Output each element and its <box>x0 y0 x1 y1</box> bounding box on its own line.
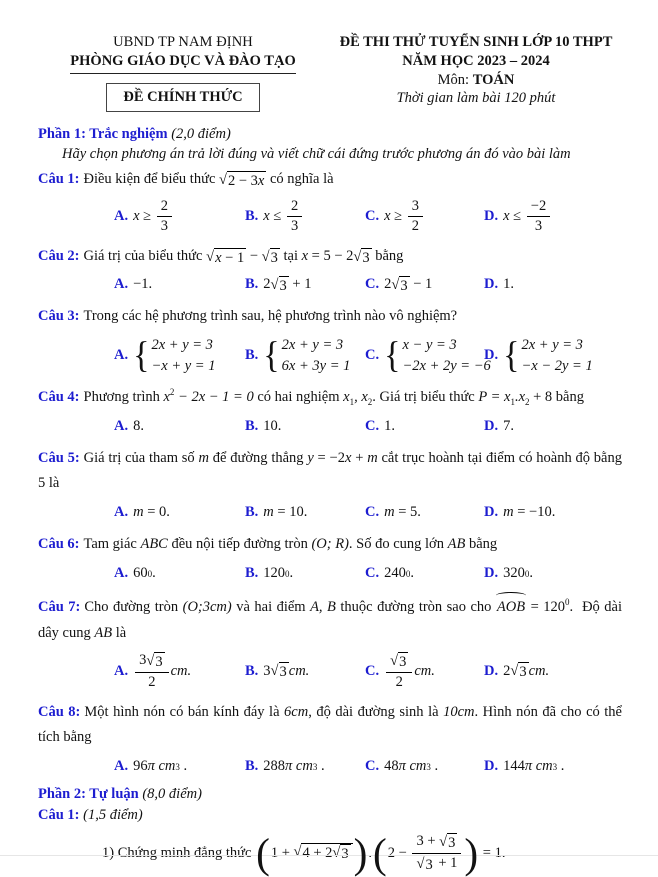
option-key: B. <box>245 276 259 293</box>
question-stem: Câu 3: Trong các hệ phương trình sau, hệ phương trình nào vô nghiệm? <box>38 308 458 325</box>
question <box>38 244 624 297</box>
option-key: C. <box>365 504 380 521</box>
part1-label: Phần 1: Trắc nghiệm <box>38 126 168 142</box>
option-key: C. <box>365 207 380 224</box>
answer-option: A. { 2x + y = 3 −x + y = 1 <box>114 335 216 377</box>
option-key: D. <box>484 564 499 581</box>
answer-option: A. 96 π cm 3 . <box>114 756 245 778</box>
answer-options-row <box>114 563 624 585</box>
option-key: D. <box>484 758 499 775</box>
option-key: D. <box>484 417 499 434</box>
answer-option: B. { 2x + y = 3 6x + 3y = 1 <box>245 335 351 377</box>
subject-line <box>328 72 624 89</box>
question <box>38 304 624 377</box>
answer-option: B. m = 10. <box>245 502 365 524</box>
option-key: A. <box>114 347 129 364</box>
option-key: D. <box>484 276 499 293</box>
option-key: D. <box>484 504 499 521</box>
answer-option: D. 7. <box>484 416 624 438</box>
question-label: Câu 6: <box>38 535 80 552</box>
answer-option: D. 320 0 . <box>484 563 624 585</box>
option-key: C. <box>365 417 380 434</box>
part2-question1-heading <box>38 807 624 824</box>
option-key: C. <box>365 564 380 581</box>
answer-options-row <box>114 502 624 524</box>
question-label: Câu 2: <box>38 247 80 264</box>
option-key: C. <box>365 276 380 293</box>
question-stem: Câu 4: Phương trình $x^2 - 2x - 1 = 0$ có hai nghiệm $x_1$, $x_2$. Giá trị biểu thức $P = x_1.x_2 + 8$ bằng <box>38 387 584 407</box>
essay-item-1: 1) Chứng minh đẳng thức ( 1 + √ 4 + 2 √ 3 ) . ( 2 − 3 + √ 3 √ 3 + 1 ) = 1. <box>102 829 506 877</box>
option-key: B. <box>245 347 259 364</box>
part2-heading <box>38 786 624 803</box>
option-key: C. <box>365 347 380 364</box>
answer-option: D. 144 π cm 3 . <box>484 756 624 778</box>
answer-option: D. m = −10. <box>484 502 624 524</box>
answer-option: C. 48 π cm 3 . <box>365 756 484 778</box>
questions <box>38 167 624 778</box>
option-key: A. <box>114 662 129 679</box>
question-stem: Câu 2: Giá trị của biểu thức √ x − 1 − √ 3 tại x = 5 − 2 √ 3 bằng <box>38 247 404 266</box>
answer-option: C. 1. <box>365 416 484 438</box>
option-key: D. <box>484 662 499 679</box>
answer-option: A. −1. <box>114 274 245 296</box>
question-stem: Câu 6: Tam giác ABC đều nội tiếp đường tròn (O; R). Số đo cung lớn AB bằng <box>38 535 498 552</box>
answer-option: C. { x − y = 3 −2x + 2y = −6 <box>365 335 491 377</box>
option-key: A. <box>114 276 129 293</box>
answer-option: D. 2 √ 3 cm. <box>484 661 624 683</box>
option-key: A. <box>114 504 129 521</box>
option-key: D. <box>484 347 499 364</box>
answer-option: A. 3 √ 3 2 cm. <box>114 651 192 691</box>
option-key: B. <box>245 504 259 521</box>
question <box>38 446 624 524</box>
subject-name: TOÁN <box>472 72 515 88</box>
question <box>38 385 624 438</box>
exam-title: ĐỀ THI THỬ TUYỂN SINH LỚP 10 THPT <box>339 34 613 50</box>
answer-option: B. 3 √ 3 cm. <box>245 661 365 683</box>
answer-options-row <box>114 652 624 692</box>
part2-q1-label: Câu 1: <box>38 806 80 823</box>
question-label: Câu 8: <box>38 703 81 720</box>
answer-option: D. 1. <box>484 274 624 296</box>
option-key: A. <box>114 564 129 581</box>
answer-option: D. { 2x + y = 3 −x − 2y = 1 <box>484 335 593 377</box>
part2-points: (8,0 điểm) <box>142 785 202 802</box>
answer-option: B. 120 0 . <box>245 563 365 585</box>
answer-option: A. 60 0 . <box>114 563 245 585</box>
question-label: Câu 1: <box>38 171 80 187</box>
question-label: Câu 3: <box>38 308 80 325</box>
question-stem: Câu 7: Cho đường tròn (O;3cm) và hai điểm A, B thuộc đường tròn sao cho AOB = $120^0$. Độ dài dây cung AB là <box>38 592 624 647</box>
issuer-name: UBND TP NAM ĐỊNH <box>113 34 253 50</box>
answer-option: B. 10. <box>245 416 365 438</box>
question-label: Câu 5: <box>38 449 80 466</box>
answer-options-row <box>114 335 624 377</box>
option-key: A. <box>114 417 129 434</box>
arc-hat-notation: AOB <box>496 592 526 621</box>
option-key: B. <box>245 417 259 434</box>
answer-option: A. 8. <box>114 416 245 438</box>
answer-options-row <box>114 198 624 236</box>
part2-q1-points: (1,5 điểm) <box>83 806 143 823</box>
question-stem: Câu 8: Một hình nón có bán kính đáy là 6cm, độ dài đường sinh là 10cm. Hình nón đã cho có thể tích bằng <box>38 703 626 746</box>
official-exam-box: ĐỀ CHÍNH THỨC <box>106 83 259 112</box>
issuer-department: PHÒNG GIÁO DỤC VÀ ĐÀO TẠO <box>70 53 295 74</box>
question-stem: Câu 5: Giá trị của tham số m để đường thẳng y = −2x + m cắt trục hoành tại điểm có hoành độ bằng 5 là <box>38 449 626 492</box>
option-key: A. <box>114 207 129 224</box>
answer-option: B. 2 √ 3 + 1 <box>245 274 365 296</box>
answer-option: C. 2 √ 3 − 1 <box>365 274 484 296</box>
instruction: Hãy chọn phương án trả lời đúng và viết chữ cái đứng trước phương án đó vào bài làm <box>62 146 571 162</box>
subject-label: Môn: <box>437 72 473 88</box>
option-key: A. <box>114 758 129 775</box>
option-key: B. <box>245 564 259 581</box>
answer-option: C. x ≥ $\frac{3}{2}$ <box>365 198 484 236</box>
question <box>38 532 624 585</box>
answer-options-row <box>114 274 624 296</box>
answer-option: A. m = 0. <box>114 502 245 524</box>
answer-option: D. x ≤ $\frac{-2}{3}$ <box>484 198 624 236</box>
header <box>38 34 624 112</box>
option-key: C. <box>365 662 380 679</box>
question-label: Câu 7: <box>38 599 81 616</box>
question <box>38 700 624 778</box>
exam-title-block <box>328 34 624 112</box>
question-stem: Câu 1: Điều kiện để biểu thức √ 2 − 3 x có nghĩa là <box>38 171 334 189</box>
part1-heading <box>38 126 624 143</box>
part2-label: Phần 2: Tự luận <box>38 785 139 802</box>
answer-option: C. √ 3 2 cm. <box>365 652 435 691</box>
option-key: B. <box>245 758 259 775</box>
part1-points: (2,0 điểm) <box>171 126 231 142</box>
answer-options-row <box>114 756 624 778</box>
answer-option: C. 240 0 . <box>365 563 484 585</box>
option-key: C. <box>365 758 380 775</box>
question <box>38 592 624 691</box>
school-year: NĂM HỌC 2023 – 2024 <box>402 53 550 69</box>
answer-option: C. m = 5. <box>365 502 484 524</box>
issuer-block <box>38 34 328 112</box>
answer-option: A. x ≥ $\frac{2}{3}$ <box>114 198 245 236</box>
answer-option: B. 288 π cm 3 . <box>245 756 365 778</box>
exam-duration: Thời gian làm bài 120 phút <box>396 90 556 106</box>
answer-option: B. x ≤ $\frac{2}{3}$ <box>245 198 365 236</box>
question <box>38 167 624 236</box>
answer-options-row <box>114 416 624 438</box>
option-key: B. <box>245 207 259 224</box>
option-key: D. <box>484 207 499 224</box>
option-key: B. <box>245 662 259 679</box>
question-label: Câu 4: <box>38 388 80 405</box>
